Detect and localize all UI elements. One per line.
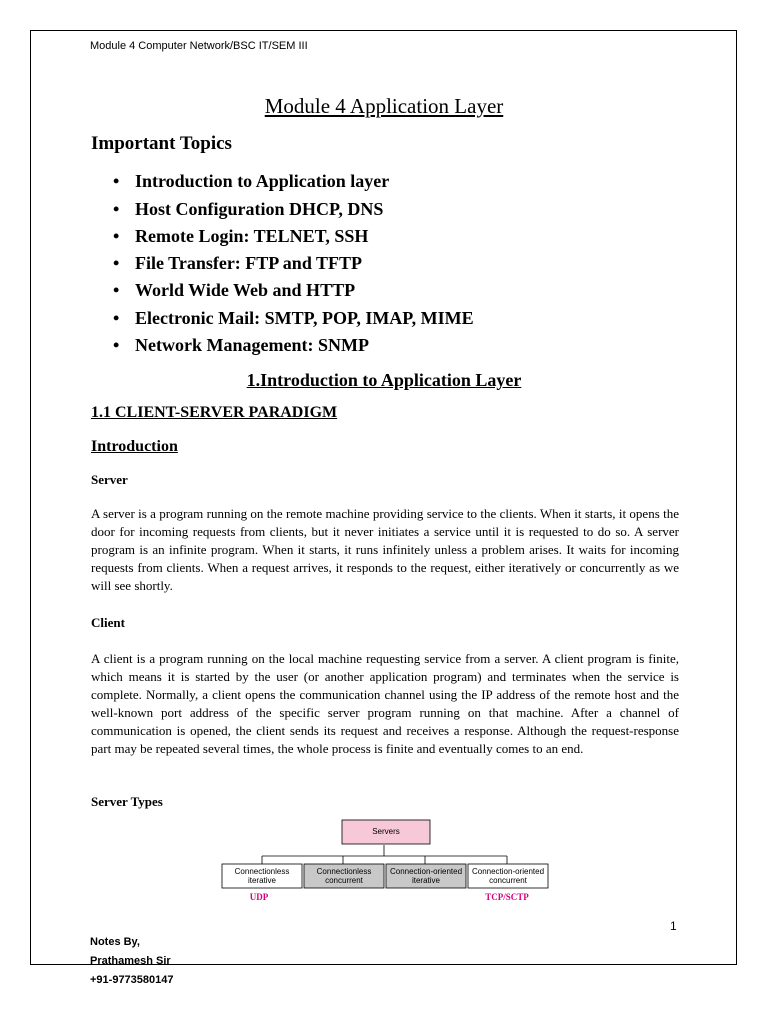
diagram-box-label: iterative: [247, 876, 277, 885]
subsection-title: 1.1 CLIENT-SERVER PARADIGM: [91, 404, 338, 421]
diagram-box-label: Connection-oriented: [471, 867, 545, 876]
running-header: Module 4 Computer Network/BSC IT/SEM III: [90, 40, 308, 52]
diagram-box-connection-oriented-iterative: [386, 864, 466, 888]
diagram-box-label: concurrent: [489, 876, 527, 885]
bullet-icon: •: [113, 226, 120, 246]
intro-heading: Introduction: [91, 438, 178, 455]
bullet-icon: •: [113, 308, 120, 328]
server-types-heading: Server Types: [91, 794, 163, 809]
page-number: 1: [670, 919, 677, 933]
bullet-icon: •: [113, 335, 120, 355]
bullet-icon: •: [113, 171, 120, 191]
topic-label: Network Management: SNMP: [135, 335, 369, 355]
protocol-label-tcp-sctp: TCP/SCTP: [485, 892, 529, 902]
footer-phone: +91-9773580147: [90, 974, 174, 986]
footer-author: Prathamesh Sir: [90, 955, 171, 967]
diagram-box-connectionless-concurrent: [304, 864, 384, 888]
section-title: 1.Introduction to Application Layer: [246, 370, 522, 390]
footer-notes-by: Notes By,: [90, 936, 140, 948]
bullet-icon: •: [113, 253, 120, 273]
diagram-root-label: Servers: [372, 827, 400, 836]
topic-label: World Wide Web and HTTP: [135, 280, 356, 300]
server-heading: Server: [91, 472, 128, 487]
diagram-box-label: concurrent: [325, 876, 363, 885]
topic-label: Remote Login: TELNET, SSH: [135, 226, 369, 246]
topic-label: File Transfer: FTP and TFTP: [135, 253, 363, 273]
client-paragraph: A client is a program running on the local machine requesting service from a server. A client program is finite, which means it is started by the user (or another application program) and terminates when the service is complete. Normally, a client opens the communication channel using the IP address of the remote host and the well-known port address of the specific server program running on that machine. After a channel of communication is opened, the client sends its request and receives a response. Although the request-response part may be repeated several times, the whole process is finite and eventually comes to an end.: [91, 651, 679, 756]
diagram-root-box: [342, 820, 430, 844]
bullet-icon: •: [113, 280, 120, 300]
diagram-box-connectionless-iterative: [222, 864, 302, 888]
diagram-box-label: Connectionless: [316, 867, 372, 876]
protocol-label-udp: UDP: [249, 892, 269, 902]
diagram-box-label: Connectionless: [234, 867, 290, 876]
client-heading: Client: [91, 615, 125, 630]
topic-label: Electronic Mail: SMTP, POP, IMAP, MIME: [135, 308, 474, 328]
diagram-box-connection-oriented-concurrent: [468, 864, 548, 888]
topic-label: Host Configuration DHCP, DNS: [135, 199, 384, 219]
topic-label: Introduction to Application layer: [135, 171, 390, 191]
diagram-box-label: iterative: [411, 876, 441, 885]
diagram-box-label: Connection-oriented: [389, 867, 463, 876]
server-paragraph: A server is a program running on the remote machine providing service to the clients. When it starts, it opens the door for incoming requests from clients, but it never initiates a service until it is requested to do so. A server program is an infinite program. When it starts, it runs infinitely unless a problem arises. It waits for incoming requests from clients. When a request arrives, it responds to the request, either iteratively or concurrently as we will see shortly.: [91, 506, 679, 593]
document-title: Module 4 Application Layer: [264, 94, 504, 118]
topics-heading: Important Topics: [91, 133, 232, 154]
bullet-icon: •: [113, 199, 120, 219]
